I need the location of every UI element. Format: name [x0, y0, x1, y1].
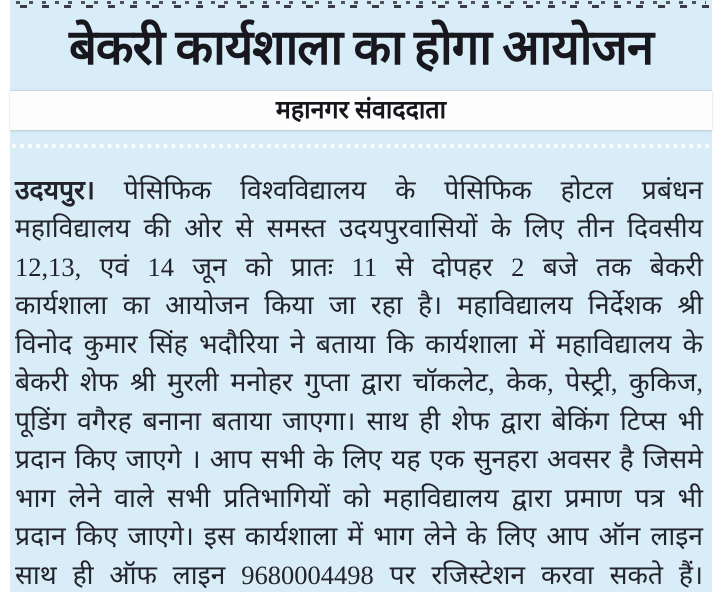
article-text: विनोद कुमार सिंह भदौरिया ने बताया कि कार्यशाला में महाविद्यालय के	[15, 328, 703, 359]
byline-text: महानगर संवाददाता	[275, 96, 447, 124]
article-line	[15, 209, 703, 248]
cropped-text-remnant-row	[20, 5, 710, 8]
article-line	[15, 517, 703, 556]
article-text: कार्यशाला का आयोजन किया जा रहा है। महाविद्यालय निर्देशक श्री	[15, 290, 703, 321]
article-text: भाग लेने वाले सभी प्रतिभागियों को महाविद्यालय द्वारा प्रमाण पत्र भी	[15, 482, 703, 513]
article-line	[15, 171, 703, 210]
headline: बेकरी कार्यशाला का होगा आयोजन	[68, 20, 654, 75]
dotted-separator	[12, 144, 710, 148]
article-text: बेकरी शेफ श्री मुरली मनोहर गुप्ता द्वारा चॉकलेट, केक, पेस्ट्री, कुकिज,	[15, 367, 703, 398]
article-line	[15, 363, 703, 402]
cropped-text-remnant-row	[16, 1, 706, 4]
article-text: पेसिफिक विश्वविद्यालय के पेसिफिक होटल प्रबंधन	[94, 174, 703, 205]
article-text: पूडिंग वगैरह बनाना बताया जाएगा। साथ ही शेफ द्वारा बेकिंग टिप्स भी	[15, 405, 703, 436]
article-line	[15, 440, 703, 479]
byline-band	[10, 91, 712, 130]
article-body	[15, 171, 703, 595]
cropped-text-remnant	[10, 0, 712, 8]
article-text: साथ ही ऑफ लाइन 9680004498 पर रजिस्टेशन करवा सकते हैं।	[15, 559, 703, 590]
newspaper-page	[10, 0, 712, 592]
article-line	[15, 402, 703, 441]
article-text: प्रदान किए जाएगे। इस कार्यशाला में भाग लेने के लिए आप ऑन लाइन	[15, 521, 703, 552]
article-text: प्रदान किए जाएगे । आप सभी के लिए यह एक सुनहरा अवसर है जिसमे	[15, 444, 703, 475]
article-text: 12,13, एवं 14 जून को प्रातः 11 से दोपहर 2 बजे तक बेकरी	[15, 251, 703, 282]
article-text: महाविद्यालय की ओर से समस्त उदयपुरवासियों के लिए तीन दिवसीय	[15, 213, 703, 244]
article-line	[15, 325, 703, 364]
article-line	[15, 286, 703, 325]
dateline: उदयपुर।	[15, 174, 95, 205]
article-line	[15, 248, 703, 287]
article-line	[15, 556, 703, 595]
article-line	[15, 479, 703, 518]
